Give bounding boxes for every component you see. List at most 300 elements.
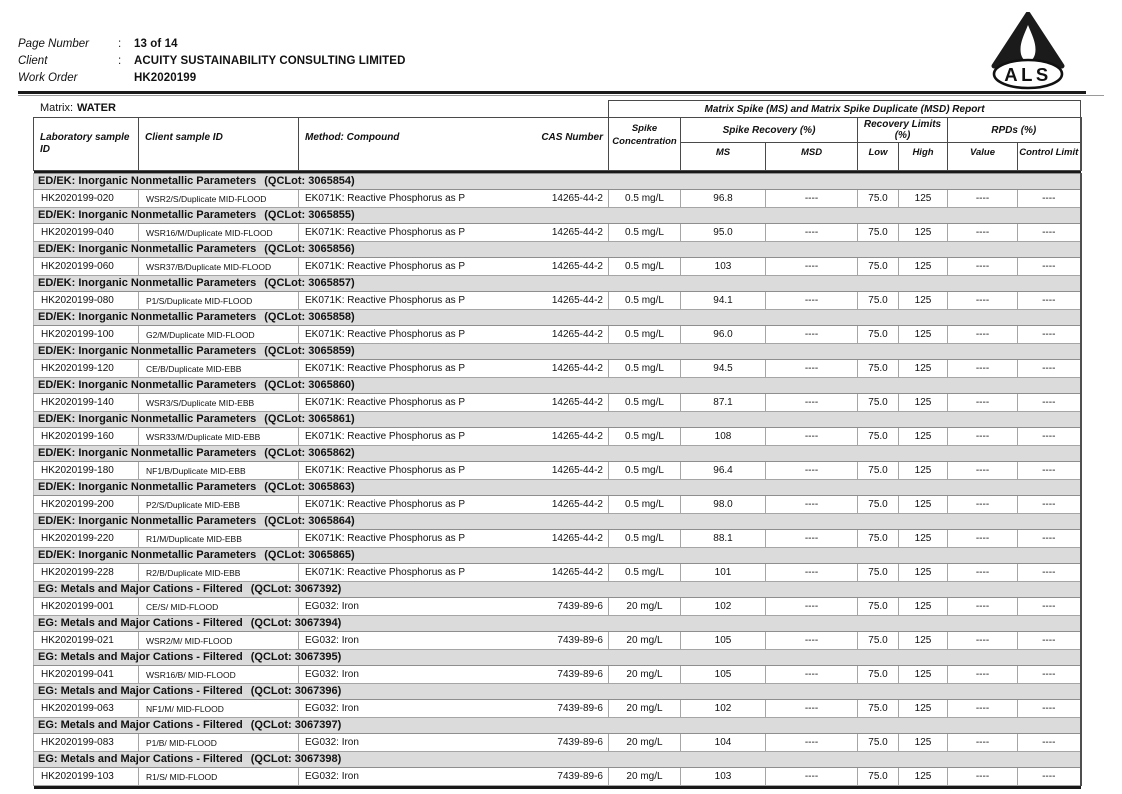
document-header: [18, 36, 958, 87]
cell-high: 125: [899, 598, 948, 616]
cell-low: 75.0: [858, 496, 899, 514]
cell-high: 125: [899, 462, 948, 480]
client-separator: :: [118, 55, 122, 67]
col-header-ms: MS: [681, 143, 766, 171]
qc-data-row: [34, 734, 1081, 752]
cell-client_id: P1/S/Duplicate MID-FLOOD: [139, 292, 299, 310]
cell-cas: 14265-44-2: [521, 394, 609, 412]
cell-rpd_value: ----: [948, 292, 1018, 310]
cell-conc: 0.5 mg/L: [609, 224, 681, 242]
cell-method: EK071K: Reactive Phosphorus as P: [299, 462, 521, 480]
cell-low: 75.0: [858, 530, 899, 548]
cell-cas: 14265-44-2: [521, 224, 609, 242]
section-qclot-label: (QCLot: 3065860): [264, 379, 355, 391]
cell-lab_id: HK2020199-100: [34, 326, 139, 344]
cell-conc: 0.5 mg/L: [609, 360, 681, 378]
qc-section-row: [34, 718, 1081, 734]
qc-section-title: [34, 684, 1081, 700]
table-bottom-rule: [34, 786, 1081, 789]
cell-lab_id: HK2020199-120: [34, 360, 139, 378]
qc-section-title: [34, 650, 1081, 666]
qc-section-title: [34, 446, 1081, 462]
cell-rpd_value: ----: [948, 462, 1018, 480]
cell-ms: 102: [681, 700, 766, 718]
col-header-msd: MSD: [766, 143, 858, 171]
section-qclot-label: (QCLot: 3065854): [264, 175, 355, 187]
cell-msd: ----: [766, 360, 858, 378]
col-header-method-compound: Method: Compound: [299, 118, 521, 171]
cell-high: 125: [899, 428, 948, 446]
cell-rpd_value: ----: [948, 734, 1018, 752]
cell-msd: ----: [766, 224, 858, 242]
cell-conc: 20 mg/L: [609, 768, 681, 786]
section-qclot-label: (QCLot: 3067394): [250, 617, 342, 629]
cell-cas: 14265-44-2: [521, 496, 609, 514]
section-group-label: ED/EK: Inorganic Nonmetallic Parameters: [38, 379, 257, 391]
section-qclot-label: (QCLot: 3065865): [264, 549, 355, 561]
cell-method: EK071K: Reactive Phosphorus as P: [299, 326, 521, 344]
cell-low: 75.0: [858, 326, 899, 344]
cell-client_id: G2/M/Duplicate MID-FLOOD: [139, 326, 299, 344]
cell-rpd_value: ----: [948, 564, 1018, 582]
cell-lab_id: HK2020199-080: [34, 292, 139, 310]
section-qclot-label: (QCLot: 3065861): [264, 413, 355, 425]
page-number-value: 13 of 14: [134, 38, 178, 50]
cell-high: 125: [899, 666, 948, 684]
logo-text: ALS: [1004, 64, 1052, 85]
qc-section-title: [34, 752, 1081, 768]
qc-data-row: [34, 530, 1081, 548]
cell-low: 75.0: [858, 564, 899, 582]
section-group-label: ED/EK: Inorganic Nonmetallic Parameters: [38, 243, 257, 255]
cell-cas: 7439-89-6: [521, 734, 609, 752]
cell-low: 75.0: [858, 632, 899, 650]
cell-method: EK071K: Reactive Phosphorus as P: [299, 394, 521, 412]
qc-section-title: [34, 174, 1081, 190]
cell-client_id: WSR2/S/Duplicate MID-FLOOD: [139, 190, 299, 208]
cell-method: EG032: Iron: [299, 632, 521, 650]
cell-lab_id: HK2020199-220: [34, 530, 139, 548]
cell-method: EK071K: Reactive Phosphorus as P: [299, 360, 521, 378]
qc-section-title: [34, 514, 1081, 530]
cell-rpd_limit: ----: [1018, 292, 1081, 310]
qc-data-row: [34, 564, 1081, 582]
cell-rpd_limit: ----: [1018, 394, 1081, 412]
qc-section-row: [34, 684, 1081, 700]
cell-low: 75.0: [858, 224, 899, 242]
cell-msd: ----: [766, 598, 858, 616]
cell-client_id: NF1/M/ MID-FLOOD: [139, 700, 299, 718]
cell-ms: 98.0: [681, 496, 766, 514]
cell-method: EK071K: Reactive Phosphorus as P: [299, 530, 521, 548]
cell-msd: ----: [766, 258, 858, 276]
cell-method: EK071K: Reactive Phosphorus as P: [299, 258, 521, 276]
cell-low: 75.0: [858, 598, 899, 616]
qc-data-row: [34, 224, 1081, 242]
cell-msd: ----: [766, 734, 858, 752]
qc-section-title: [34, 412, 1081, 428]
group-header-row: [34, 118, 1081, 143]
qc-section-row: [34, 344, 1081, 360]
cell-method: EK071K: Reactive Phosphorus as P: [299, 564, 521, 582]
cell-cas: 7439-89-6: [521, 700, 609, 718]
cell-ms: 108: [681, 428, 766, 446]
col-header-laboratory-sample-id: Laboratory sample ID: [34, 118, 139, 171]
qc-data-row: [34, 598, 1081, 616]
cell-low: 75.0: [858, 394, 899, 412]
header-blank-space: [34, 101, 609, 118]
cell-rpd_value: ----: [948, 700, 1018, 718]
cell-msd: ----: [766, 530, 858, 548]
cell-high: 125: [899, 768, 948, 786]
cell-low: 75.0: [858, 428, 899, 446]
cell-ms: 102: [681, 598, 766, 616]
section-qclot-label: (QCLot: 3067395): [250, 651, 342, 663]
cell-cas: 7439-89-6: [521, 768, 609, 786]
cell-low: 75.0: [858, 360, 899, 378]
section-group-label: ED/EK: Inorganic Nonmetallic Parameters: [38, 481, 257, 493]
cell-rpd_value: ----: [948, 530, 1018, 548]
cell-method: EK071K: Reactive Phosphorus as P: [299, 428, 521, 446]
cell-low: 75.0: [858, 292, 899, 310]
cell-high: 125: [899, 292, 948, 310]
qc-section-title: [34, 344, 1081, 360]
cell-cas: 7439-89-6: [521, 632, 609, 650]
cell-low: 75.0: [858, 258, 899, 276]
cell-client_id: WSR16/B/ MID-FLOOD: [139, 666, 299, 684]
cell-cas: 14265-44-2: [521, 292, 609, 310]
cell-high: 125: [899, 190, 948, 208]
cell-ms: 105: [681, 632, 766, 650]
cell-msd: ----: [766, 700, 858, 718]
section-group-label: EG: Metals and Major Cations - Filtered: [38, 719, 243, 731]
cell-rpd_limit: ----: [1018, 598, 1081, 616]
cell-msd: ----: [766, 666, 858, 684]
section-group-label: ED/EK: Inorganic Nonmetallic Parameters: [38, 277, 257, 289]
cell-rpd_value: ----: [948, 496, 1018, 514]
cell-conc: 0.5 mg/L: [609, 292, 681, 310]
cell-high: 125: [899, 326, 948, 344]
cell-low: 75.0: [858, 768, 899, 786]
cell-rpd_limit: ----: [1018, 258, 1081, 276]
cell-client_id: WSR33/M/Duplicate MID-EBB: [139, 428, 299, 446]
cell-rpd_limit: ----: [1018, 632, 1081, 650]
cell-high: 125: [899, 632, 948, 650]
col-header-high: High: [899, 143, 948, 171]
cell-rpd_value: ----: [948, 666, 1018, 684]
cell-conc: 0.5 mg/L: [609, 530, 681, 548]
cell-conc: 20 mg/L: [609, 734, 681, 752]
qc-data-row: [34, 700, 1081, 718]
qc-section-row: [34, 514, 1081, 530]
section-group-label: EG: Metals and Major Cations - Filtered: [38, 685, 243, 697]
section-qclot-label: (QCLot: 3065856): [264, 243, 355, 255]
cell-low: 75.0: [858, 666, 899, 684]
cell-low: 75.0: [858, 700, 899, 718]
cell-msd: ----: [766, 462, 858, 480]
cell-client_id: WSR16/M/Duplicate MID-FLOOD: [139, 224, 299, 242]
section-group-label: ED/EK: Inorganic Nonmetallic Parameters: [38, 209, 257, 221]
qc-data-row: [34, 428, 1081, 446]
cell-rpd_value: ----: [948, 224, 1018, 242]
qc-section-title: [34, 242, 1081, 258]
cell-method: EK071K: Reactive Phosphorus as P: [299, 496, 521, 514]
cell-lab_id: HK2020199-083: [34, 734, 139, 752]
section-qclot-label: (QCLot: 3065863): [264, 481, 355, 493]
cell-method: EK071K: Reactive Phosphorus as P: [299, 190, 521, 208]
section-qclot-label: (QCLot: 3065858): [264, 311, 355, 323]
cell-client_id: R1/S/ MID-FLOOD: [139, 768, 299, 786]
cell-lab_id: HK2020199-160: [34, 428, 139, 446]
cell-rpd_value: ----: [948, 190, 1018, 208]
qc-section-row: [34, 242, 1081, 258]
als-logo: [984, 12, 1072, 92]
client-label: Client: [18, 55, 48, 67]
qc-report-table: [33, 100, 1082, 789]
qc-section-row: [34, 412, 1081, 428]
cell-lab_id: HK2020199-140: [34, 394, 139, 412]
work-order-row: [18, 70, 958, 87]
qc-section-title: [34, 582, 1081, 598]
work-order-separator: [118, 70, 134, 87]
col-header-low: Low: [858, 143, 899, 171]
cell-lab_id: HK2020199-041: [34, 666, 139, 684]
cell-cas: 14265-44-2: [521, 462, 609, 480]
cell-conc: 20 mg/L: [609, 666, 681, 684]
cell-high: 125: [899, 224, 948, 242]
section-qclot-label: (QCLot: 3065857): [264, 277, 355, 289]
cell-high: 125: [899, 564, 948, 582]
qc-data-row: [34, 258, 1081, 276]
section-qclot-label: (QCLot: 3067398): [250, 753, 342, 765]
cell-method: EG032: Iron: [299, 734, 521, 752]
page-number-row: [18, 36, 958, 53]
cell-high: 125: [899, 530, 948, 548]
cell-msd: ----: [766, 326, 858, 344]
cell-client_id: CE/S/ MID-FLOOD: [139, 598, 299, 616]
table-bottom-rule-row: [34, 786, 1081, 789]
section-qclot-label: (QCLot: 3065859): [264, 345, 355, 357]
cell-msd: ----: [766, 496, 858, 514]
cell-lab_id: HK2020199-228: [34, 564, 139, 582]
section-group-label: ED/EK: Inorganic Nonmetallic Parameters: [38, 311, 257, 323]
qc-section-row: [34, 276, 1081, 292]
section-qclot-label: (QCLot: 3067396): [250, 685, 342, 697]
col-header-spike-concentration: Spike Concentration: [609, 118, 681, 171]
qc-section-title: [34, 548, 1081, 564]
cell-msd: ----: [766, 632, 858, 650]
qc-section-title: [34, 616, 1081, 632]
cell-rpd_limit: ----: [1018, 462, 1081, 480]
qc-section-row: [34, 752, 1081, 768]
cell-low: 75.0: [858, 734, 899, 752]
cell-client_id: NF1/B/Duplicate MID-EBB: [139, 462, 299, 480]
col-header-client-sample-id: Client sample ID: [139, 118, 299, 171]
qc-table-body: [34, 174, 1081, 786]
cell-conc: 20 mg/L: [609, 700, 681, 718]
cell-lab_id: HK2020199-200: [34, 496, 139, 514]
client-row: [18, 53, 958, 70]
cell-rpd_limit: ----: [1018, 326, 1081, 344]
qc-data-row: [34, 666, 1081, 684]
cell-lab_id: HK2020199-040: [34, 224, 139, 242]
cell-lab_id: HK2020199-180: [34, 462, 139, 480]
qc-section-row: [34, 174, 1081, 190]
cell-ms: 103: [681, 768, 766, 786]
qc-data-row: [34, 768, 1081, 786]
qc-section-title: [34, 378, 1081, 394]
cell-conc: 0.5 mg/L: [609, 564, 681, 582]
cell-method: EG032: Iron: [299, 598, 521, 616]
col-group-rpds: RPDs (%): [948, 118, 1081, 143]
cell-client_id: WSR3/S/Duplicate MID-EBB: [139, 394, 299, 412]
qc-section-title: [34, 208, 1081, 224]
section-qclot-label: (QCLot: 3065862): [264, 447, 355, 459]
cell-method: EK071K: Reactive Phosphorus as P: [299, 224, 521, 242]
col-header-cas-number: CAS Number: [521, 118, 609, 171]
page-number-separator: :: [118, 38, 122, 50]
cell-method: EG032: Iron: [299, 666, 521, 684]
cell-high: 125: [899, 700, 948, 718]
qc-data-row: [34, 394, 1081, 412]
cell-ms: 105: [681, 666, 766, 684]
als-logo-icon: [984, 12, 1072, 92]
client-value: ACUITY SUSTAINABILITY CONSULTING LIMITED: [134, 55, 406, 67]
cell-rpd_value: ----: [948, 258, 1018, 276]
col-group-spike-recovery: Spike Recovery (%): [681, 118, 858, 143]
cell-low: 75.0: [858, 462, 899, 480]
page-number-label: Page Number: [18, 38, 89, 50]
banner-row: [34, 101, 1081, 118]
section-group-label: ED/EK: Inorganic Nonmetallic Parameters: [38, 549, 257, 561]
section-group-label: EG: Metals and Major Cations - Filtered: [38, 583, 243, 595]
qc-data-row: [34, 326, 1081, 344]
section-group-label: EG: Metals and Major Cations - Filtered: [38, 617, 243, 629]
cell-high: 125: [899, 258, 948, 276]
cell-conc: 0.5 mg/L: [609, 190, 681, 208]
cell-conc: 0.5 mg/L: [609, 258, 681, 276]
cell-rpd_value: ----: [948, 598, 1018, 616]
cell-rpd_value: ----: [948, 394, 1018, 412]
cell-rpd_value: ----: [948, 428, 1018, 446]
qc-data-row: [34, 496, 1081, 514]
section-group-label: ED/EK: Inorganic Nonmetallic Parameters: [38, 345, 257, 357]
cell-client_id: P1/B/ MID-FLOOD: [139, 734, 299, 752]
cell-client_id: WSR2/M/ MID-FLOOD: [139, 632, 299, 650]
cell-cas: 7439-89-6: [521, 666, 609, 684]
qc-section-row: [34, 378, 1081, 394]
cell-msd: ----: [766, 292, 858, 310]
cell-lab_id: HK2020199-103: [34, 768, 139, 786]
cell-cas: 14265-44-2: [521, 258, 609, 276]
cell-rpd_limit: ----: [1018, 530, 1081, 548]
cell-high: 125: [899, 734, 948, 752]
section-qclot-label: (QCLot: 3065855): [264, 209, 355, 221]
cell-msd: ----: [766, 190, 858, 208]
section-group-label: ED/EK: Inorganic Nonmetallic Parameters: [38, 175, 257, 187]
matrix-label: Matrix:: [40, 102, 73, 114]
cell-lab_id: HK2020199-060: [34, 258, 139, 276]
msd-report-banner: Matrix Spike (MS) and Matrix Spike Duplicate (MSD) Report: [609, 101, 1081, 118]
section-group-label: ED/EK: Inorganic Nonmetallic Parameters: [38, 447, 257, 459]
cell-lab_id: HK2020199-021: [34, 632, 139, 650]
cell-lab_id: HK2020199-020: [34, 190, 139, 208]
cell-low: 75.0: [858, 190, 899, 208]
qc-section-title: [34, 718, 1081, 734]
section-qclot-label: (QCLot: 3065864): [264, 515, 355, 527]
cell-high: 125: [899, 394, 948, 412]
cell-method: EK071K: Reactive Phosphorus as P: [299, 292, 521, 310]
cell-rpd_limit: ----: [1018, 224, 1081, 242]
cell-cas: 14265-44-2: [521, 530, 609, 548]
col-header-value: Value: [948, 143, 1018, 171]
cell-rpd_limit: ----: [1018, 734, 1081, 752]
cell-cas: 14265-44-2: [521, 190, 609, 208]
cell-client_id: P2/S/Duplicate MID-EBB: [139, 496, 299, 514]
qc-section-title: [34, 480, 1081, 496]
qc-data-row: [34, 292, 1081, 310]
cell-method: EG032: Iron: [299, 700, 521, 718]
cell-ms: 96.0: [681, 326, 766, 344]
qc-section-row: [34, 310, 1081, 326]
cell-conc: 20 mg/L: [609, 598, 681, 616]
cell-ms: 88.1: [681, 530, 766, 548]
cell-msd: ----: [766, 428, 858, 446]
cell-ms: 96.8: [681, 190, 766, 208]
cell-rpd_limit: ----: [1018, 428, 1081, 446]
cell-high: 125: [899, 360, 948, 378]
cell-rpd_limit: ----: [1018, 666, 1081, 684]
cell-conc: 20 mg/L: [609, 632, 681, 650]
cell-ms: 95.0: [681, 224, 766, 242]
qc-section-row: [34, 616, 1081, 632]
work-order-value: HK2020199: [134, 72, 197, 84]
section-group-label: ED/EK: Inorganic Nonmetallic Parameters: [38, 413, 257, 425]
header-divider-rule: [18, 91, 1086, 94]
section-group-label: ED/EK: Inorganic Nonmetallic Parameters: [38, 515, 257, 527]
qc-section-row: [34, 650, 1081, 666]
cell-client_id: R2/B/Duplicate MID-EBB: [139, 564, 299, 582]
cell-lab_id: HK2020199-001: [34, 598, 139, 616]
cell-ms: 101: [681, 564, 766, 582]
cell-method: EG032: Iron: [299, 768, 521, 786]
cell-rpd_limit: ----: [1018, 190, 1081, 208]
cell-rpd_value: ----: [948, 360, 1018, 378]
cell-conc: 0.5 mg/L: [609, 462, 681, 480]
cell-msd: ----: [766, 394, 858, 412]
cell-cas: 14265-44-2: [521, 360, 609, 378]
qc-section-row: [34, 446, 1081, 462]
qc-data-row: [34, 360, 1081, 378]
cell-ms: 104: [681, 734, 766, 752]
cell-rpd_value: ----: [948, 632, 1018, 650]
cell-client_id: CE/B/Duplicate MID-EBB: [139, 360, 299, 378]
section-group-label: EG: Metals and Major Cations - Filtered: [38, 651, 243, 663]
col-header-control-limit: Control Limit: [1018, 143, 1081, 171]
col-group-recovery-limits: Recovery Limits (%): [858, 118, 948, 143]
qc-data-row: [34, 632, 1081, 650]
cell-rpd_limit: ----: [1018, 700, 1081, 718]
qc-data-row: [34, 462, 1081, 480]
cell-msd: ----: [766, 564, 858, 582]
cell-conc: 0.5 mg/L: [609, 496, 681, 514]
cell-ms: 103: [681, 258, 766, 276]
qc-section-title: [34, 276, 1081, 292]
cell-lab_id: HK2020199-063: [34, 700, 139, 718]
matrix-value: WATER: [77, 102, 116, 114]
cell-client_id: R1/M/Duplicate MID-EBB: [139, 530, 299, 548]
cell-rpd_limit: ----: [1018, 360, 1081, 378]
